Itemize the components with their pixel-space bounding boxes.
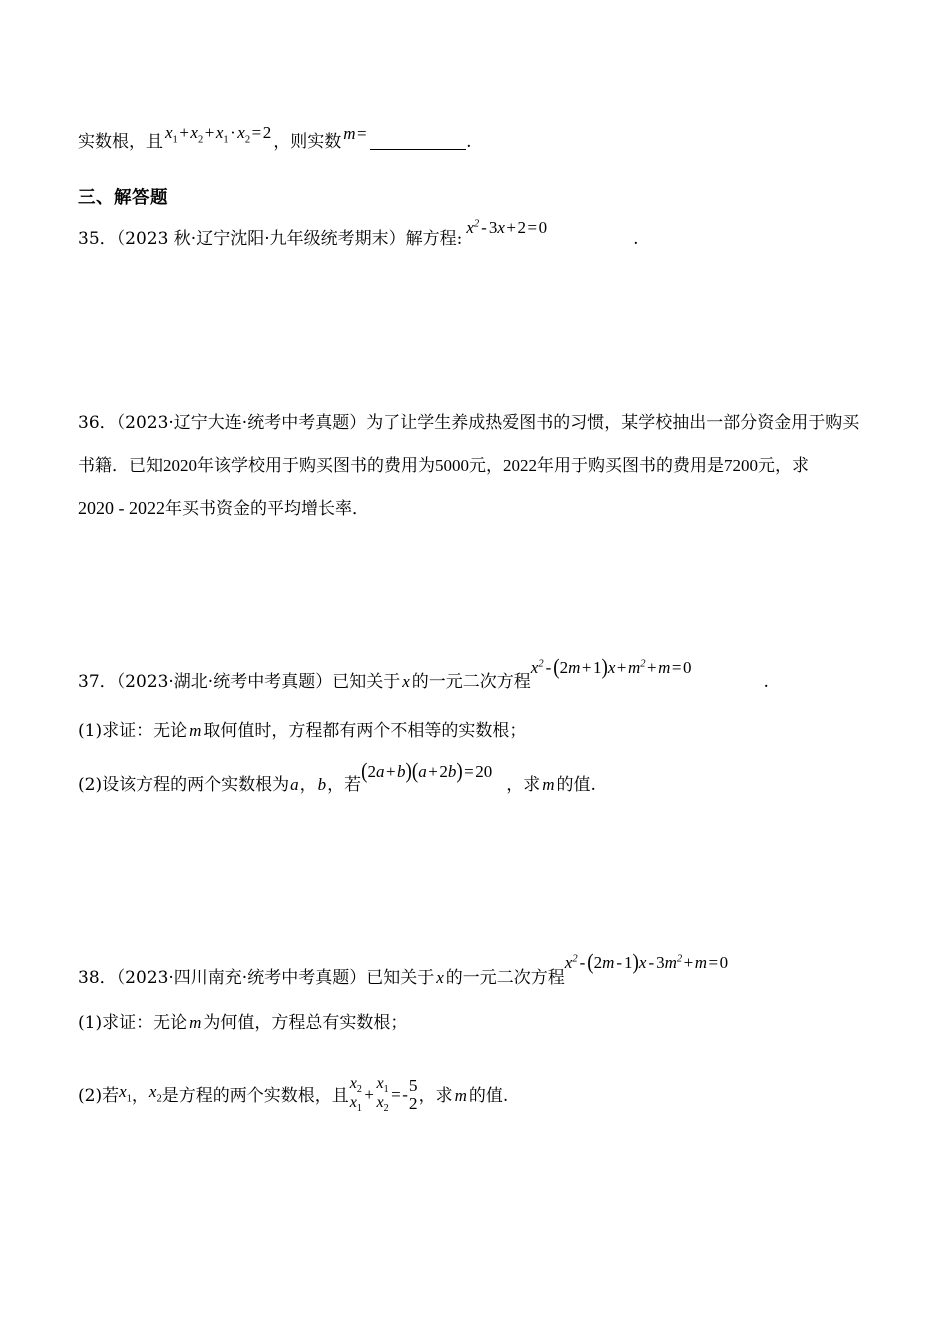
continued-mid-text: ，则实数	[273, 132, 342, 152]
problem-37-item-2-text-a: 设该方程的两个实数根为	[102, 775, 290, 795]
problem-38-item-1-text-a: 求证：无论	[102, 1013, 188, 1033]
problem-35-end-punct: .	[633, 229, 639, 249]
problem-36-text-e: 元，求	[758, 456, 809, 476]
problem-36-year-1: 2020	[163, 456, 197, 475]
problem-37-item-2-var-m: m	[542, 775, 555, 794]
problem-36-line-1	[78, 415, 859, 432]
fraction-x1-over-x2: $x_1$ $x_2$	[376, 1075, 389, 1115]
problem-36-body-1: 为了让学生养成热爱图书的习惯，某学校抽出一部分资金用于购买	[366, 413, 860, 433]
problem-36-number: 36．	[78, 413, 117, 433]
problem-38-item-2-comma-1: ，	[131, 1086, 149, 1107]
problem-35-prompt: 解方程:	[405, 229, 463, 249]
problem-37-item-1-label: (1)	[78, 721, 103, 741]
problem-37-item-2-var-b: b	[317, 775, 327, 794]
problem-37-equation: $x^2 - (2m+1)x+m^2+m=0$	[530, 655, 692, 680]
problem-37-item-1-var: m	[189, 721, 202, 740]
problem-37-item-1	[78, 722, 526, 740]
problem-37-item-1-text-a: 求证：无论	[102, 721, 188, 741]
problem-36-year-2: 2022	[503, 456, 537, 475]
problem-36-line-2	[78, 457, 809, 475]
problem-37-end-punct: .	[763, 672, 769, 692]
problem-37-item-2-var-a: a	[290, 775, 299, 794]
problem-37-item-2-condition: (2a+b)(a+2b)=20	[361, 759, 493, 784]
problem-37-item-2-text-c: 的值.	[556, 775, 596, 795]
problem-37-number: 37．	[78, 672, 117, 692]
problem-36-source: （2023·辽宁大连·统考中考真题）	[116, 413, 367, 433]
fraction-five-over-two: 5 2	[408, 1075, 418, 1113]
problem-38-item-2-var-x1: $x_1$	[119, 1082, 132, 1105]
problem-38-item-1-text-b: 为何值，方程总有实数根；	[203, 1013, 408, 1033]
problem-38-item-2	[78, 1075, 509, 1117]
problem-37-item-2-comma-2: ，若	[327, 775, 362, 795]
problem-38	[78, 950, 729, 988]
problem-36-text-c: 元，	[469, 456, 503, 476]
problem-38-source: （2023·四川南充·统考中考真题）	[116, 968, 367, 988]
problem-38-item-2-text-d: 的值.	[468, 1086, 509, 1107]
problem-38-prompt: 已知关于	[366, 968, 435, 988]
continued-lead-text: 实数根，且	[78, 132, 163, 152]
problem-37-var-x: x	[402, 672, 410, 691]
problem-36-amount-2: 7200	[724, 456, 758, 475]
continued-question-line	[78, 123, 472, 155]
problem-36-text-b: 年该学校用于购买图书的费用为	[197, 456, 435, 476]
problem-38-item-2-condition: $x_2$ $x_1$ + $x_1$ $x_2$ =- 5 2	[349, 1075, 418, 1115]
problem-38-item-2-text-c: ，求	[418, 1086, 453, 1107]
problem-37-source: （2023·湖北·统考中考真题）	[116, 672, 333, 692]
problem-35-source: （2023 秋·辽宁沈阳·九年级统考期末）	[116, 229, 406, 249]
problem-38-prompt-tail: 的一元二次方程	[445, 968, 565, 988]
problem-38-item-2-label: (2)	[78, 1086, 103, 1107]
continued-variable-m: m=	[343, 124, 367, 143]
problem-38-item-2-var-m: m	[454, 1086, 467, 1106]
problem-37-item-1-text-b: 取何值时，方程都有两个不相等的实数根；	[203, 721, 527, 741]
problem-36-line-3	[78, 499, 369, 518]
problem-38-number: 38．	[78, 968, 117, 988]
answer-blank[interactable]	[370, 133, 466, 150]
problem-36-text-a: 书籍．已知	[78, 456, 163, 476]
problem-38-var-x: x	[436, 968, 444, 987]
problem-35-equation: $x^2 - 3x+2=0$	[466, 218, 548, 237]
problem-38-item-2-var-x2: $x_2$	[148, 1082, 162, 1105]
problem-36-text-d: 年用于购买图书的费用是	[537, 456, 724, 476]
problem-37-item-2-comma-1: ，	[299, 775, 317, 795]
section-heading: 三、解答题	[78, 188, 168, 208]
problem-37-item-2-text-b: ，求	[506, 775, 541, 795]
problem-38-item-1-var: m	[189, 1013, 202, 1032]
problem-38-equation: $x^2 - (2m - 1)x - 3m^2+m=0$	[564, 950, 729, 975]
problem-38-item-2-text-a: 若	[102, 1086, 120, 1107]
problem-37-item-2-label: (2)	[78, 775, 103, 795]
problem-38-item-1-label: (1)	[78, 1013, 103, 1033]
problem-37-item-2	[78, 759, 596, 795]
problem-36-amount-1: 5000	[435, 456, 469, 475]
problem-38-item-1	[78, 1014, 407, 1032]
problem-38-item-2-text-b: 是方程的两个实数根，且	[161, 1086, 349, 1107]
problem-36-text-tail: 年买书资金的平均增长率．	[165, 499, 369, 519]
continued-equation: $x_1+x_2+x_1\cdot x_2=2$	[165, 123, 272, 146]
problem-35	[78, 218, 639, 249]
problem-37-prompt-tail: 的一元二次方程	[411, 672, 531, 692]
problem-37	[78, 655, 769, 692]
fraction-x2-over-x1: $x_2$ $x_1$	[349, 1075, 362, 1115]
problem-37-prompt: 已知关于	[332, 672, 401, 692]
problem-36-year-range: 2020 - 2022	[78, 498, 165, 518]
problem-35-number: 35．	[78, 229, 117, 249]
continued-end-punct: .	[466, 132, 472, 152]
